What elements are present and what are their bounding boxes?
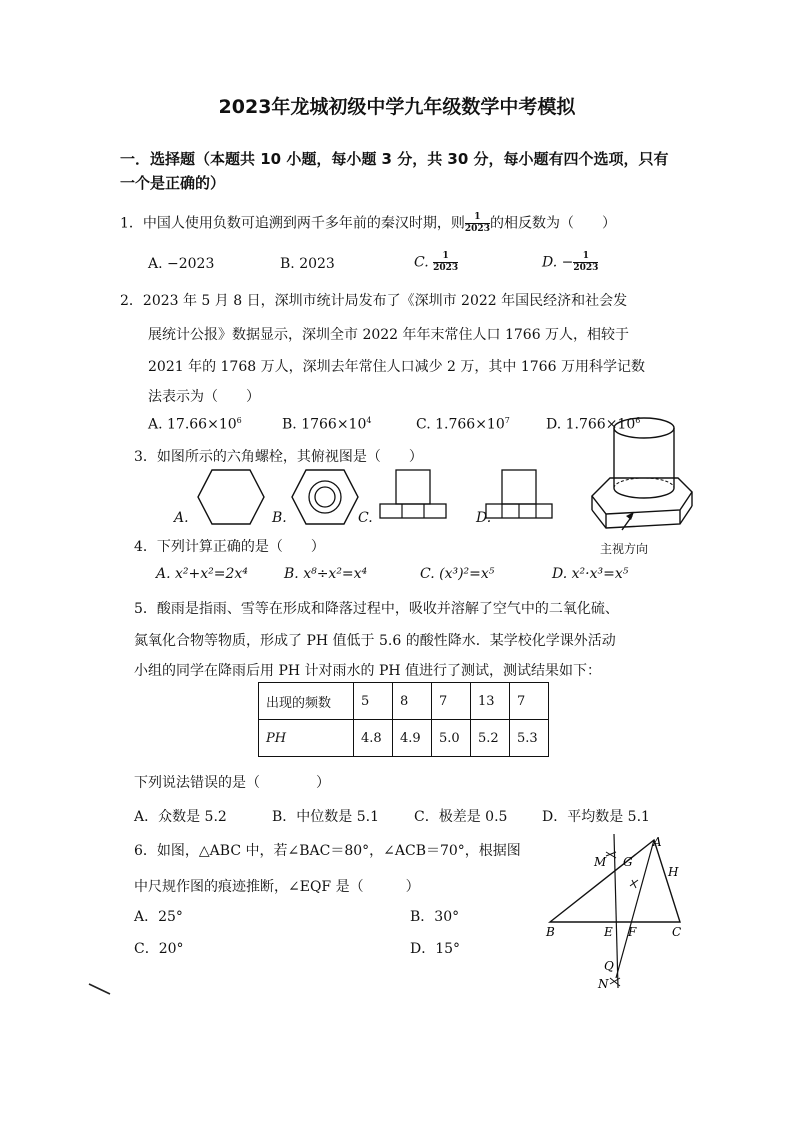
table-cell: 5 [354,683,393,720]
q6-line1: 6．如图，△ABC 中，若∠BAC＝80°，∠ACB＝70°，根据图 [134,843,521,859]
q1-c-num: 1 [433,251,458,263]
table-cell: 5.2 [471,720,510,757]
hex-bolt-3d-figure [584,412,694,542]
section-heading-line1: 一．选择题（本题共 10 小题，每小题 3 分，共 30 分，每小题有四个选项，只有 [120,150,669,168]
question-1 [120,212,616,235]
q1-d-label: D. − [542,254,574,271]
label-a: A [653,835,662,849]
q1-stem-b: 的相反数为（ ） [489,215,616,232]
label-n: N [598,977,609,991]
bolt-shaft [502,470,536,504]
q6-option-b[interactable]: B．30° [410,909,460,925]
label-h: H [668,865,679,879]
table-cell: 7 [510,683,549,720]
q6-option-d[interactable]: D．15° [410,941,461,957]
label-f: F [628,925,637,939]
q2-d-text: D. 1.766×10 [546,416,636,433]
q5-question: 下列说法错误的是（ ） [134,775,330,791]
scan-mark [88,982,112,996]
table-row [259,720,549,757]
q2-option-c[interactable] [416,416,510,433]
q3-option-c-front-view-figure [378,468,448,522]
angle-bisector-line [616,840,654,978]
table-cell: 13 [471,683,510,720]
section-heading-line2: 一个是正确的） [120,174,226,192]
q6-line2: 中尺规作图的痕迹推断，∠EQF 是（ ） [134,879,420,895]
q5-option-d[interactable]: D．平均数是 5.1 [542,809,650,825]
q1-c-fraction [433,251,458,274]
q2-line4: 法表示为（ ） [148,389,260,405]
bolt-shaft [396,470,430,504]
label-e: E [604,925,613,939]
q6-option-a[interactable]: A．25° [134,909,183,925]
label-g: G [623,855,633,869]
q2-option-a[interactable] [148,416,242,433]
q2-c-text: C. 1.766×10 [416,416,505,433]
q3-option-a-label[interactable]: A. [174,510,189,526]
label-q: Q [604,959,614,973]
q1-c-label: C. [414,254,429,271]
q4-option-b[interactable]: B. x⁸÷x²=x⁴ [284,566,368,582]
q3-option-b-label[interactable]: B. [272,510,287,526]
table-cell: 7 [432,683,471,720]
hexagon-shape [198,470,264,524]
table-cell: 4.9 [393,720,432,757]
q1-d-fraction [573,251,598,274]
table-row-header-ph: PH [259,720,354,757]
q5-line2: 氮氧化合物等物质，形成了 PH 值低于 5.6 的酸性降水．某学校化学课外活动 [134,633,616,649]
table-cell: 5.3 [510,720,549,757]
q1-option-a[interactable]: A. −2023 [148,256,215,272]
q5-line1: 5．酸雨是指雨、雪等在形成和降落过程中，吸收并溶解了空气中的二氧化硫、 [134,601,619,617]
q2-b-exp: 4 [366,416,372,425]
label-m: M [594,855,607,869]
q1-c-den: 2023 [433,263,459,273]
q4-option-a[interactable]: A. x²+x²=2x⁴ [156,566,248,582]
table-row-header-frequency: 出现的频数 [259,683,354,720]
table-cell: 8 [393,683,432,720]
bolt-head [380,504,446,518]
q4-option-c[interactable]: C. (x³)²=x⁵ [420,566,495,582]
q1-d-num: 1 [573,251,598,263]
q3-option-d-side-view-figure [484,468,554,522]
q1-fraction [465,212,490,235]
q2-b-text: B. 1766×10 [282,416,367,433]
q3-option-c-label[interactable]: C. [358,510,373,526]
q3-option-a-hexagon-figure [196,468,266,526]
outer-circle [309,481,341,513]
q1-option-d[interactable] [542,251,598,274]
q2-option-b[interactable] [282,416,371,433]
q1-option-c[interactable] [414,251,458,274]
table-row [259,683,549,720]
q1-option-b[interactable]: B. 2023 [280,256,335,272]
q6-option-c[interactable]: C．20° [134,941,184,957]
q2-a-exp: 6 [236,416,242,425]
q5-option-a[interactable]: A．众数是 5.2 [134,809,227,825]
q1-stem-a: 1．中国人使用负数可追溯到两千多年前的秦汉时期，则 [120,215,465,232]
q1-d-den: 2023 [573,263,599,273]
q3-option-b-hexagon-circle-figure [290,468,360,526]
ph-frequency-table [258,682,549,757]
label-b: B [546,925,555,939]
q1-frac-den: 2023 [464,224,490,234]
q4-option-d[interactable]: D. x²·x³=x⁵ [552,566,629,582]
q4-stem: 4．下列计算正确的是（ ） [134,539,325,555]
q5-option-b[interactable]: B．中位数是 5.1 [272,809,380,825]
q2-a-text: A. 17.66×10 [148,416,237,433]
q3-stem: 3．如图所示的六角螺栓，其俯视图是（ ） [134,449,423,465]
q2-line2: 展统计公报》数据显示，深圳全市 2022 年年末常住人口 1766 万人，相较于 [148,327,630,343]
q3-option-d-label[interactable]: D. [476,510,492,526]
q1-frac-num: 1 [465,212,490,224]
q2-d-exp: 6 [635,416,641,425]
hexagon-shape [292,470,358,524]
table-cell: 5.0 [432,720,471,757]
table-cell: 4.8 [354,720,393,757]
q2-line1: 2．2023 年 5 月 8 日，深圳市统计局发布了《深圳市 2022 年国民经济和社会发 [120,293,628,309]
q5-option-c[interactable]: C．极差是 0.5 [414,809,508,825]
triangle-construction-figure [540,830,700,992]
q2-line3: 2021 年的 1768 万人，深圳去年常住人口减少 2 万，其中 1766 万用科学记数 [148,359,645,375]
inner-circle [315,487,335,507]
page-title: 2023年龙城初级中学九年级数学中考模拟 [218,96,576,118]
q2-c-exp: 7 [504,416,510,425]
q5-line3: 小组的同学在降雨后用 PH 计对雨水的 PH 值进行了测试，测试结果如下： [134,663,602,679]
label-c: C [672,925,682,939]
front-view-caption: 主视方向 [600,542,649,556]
